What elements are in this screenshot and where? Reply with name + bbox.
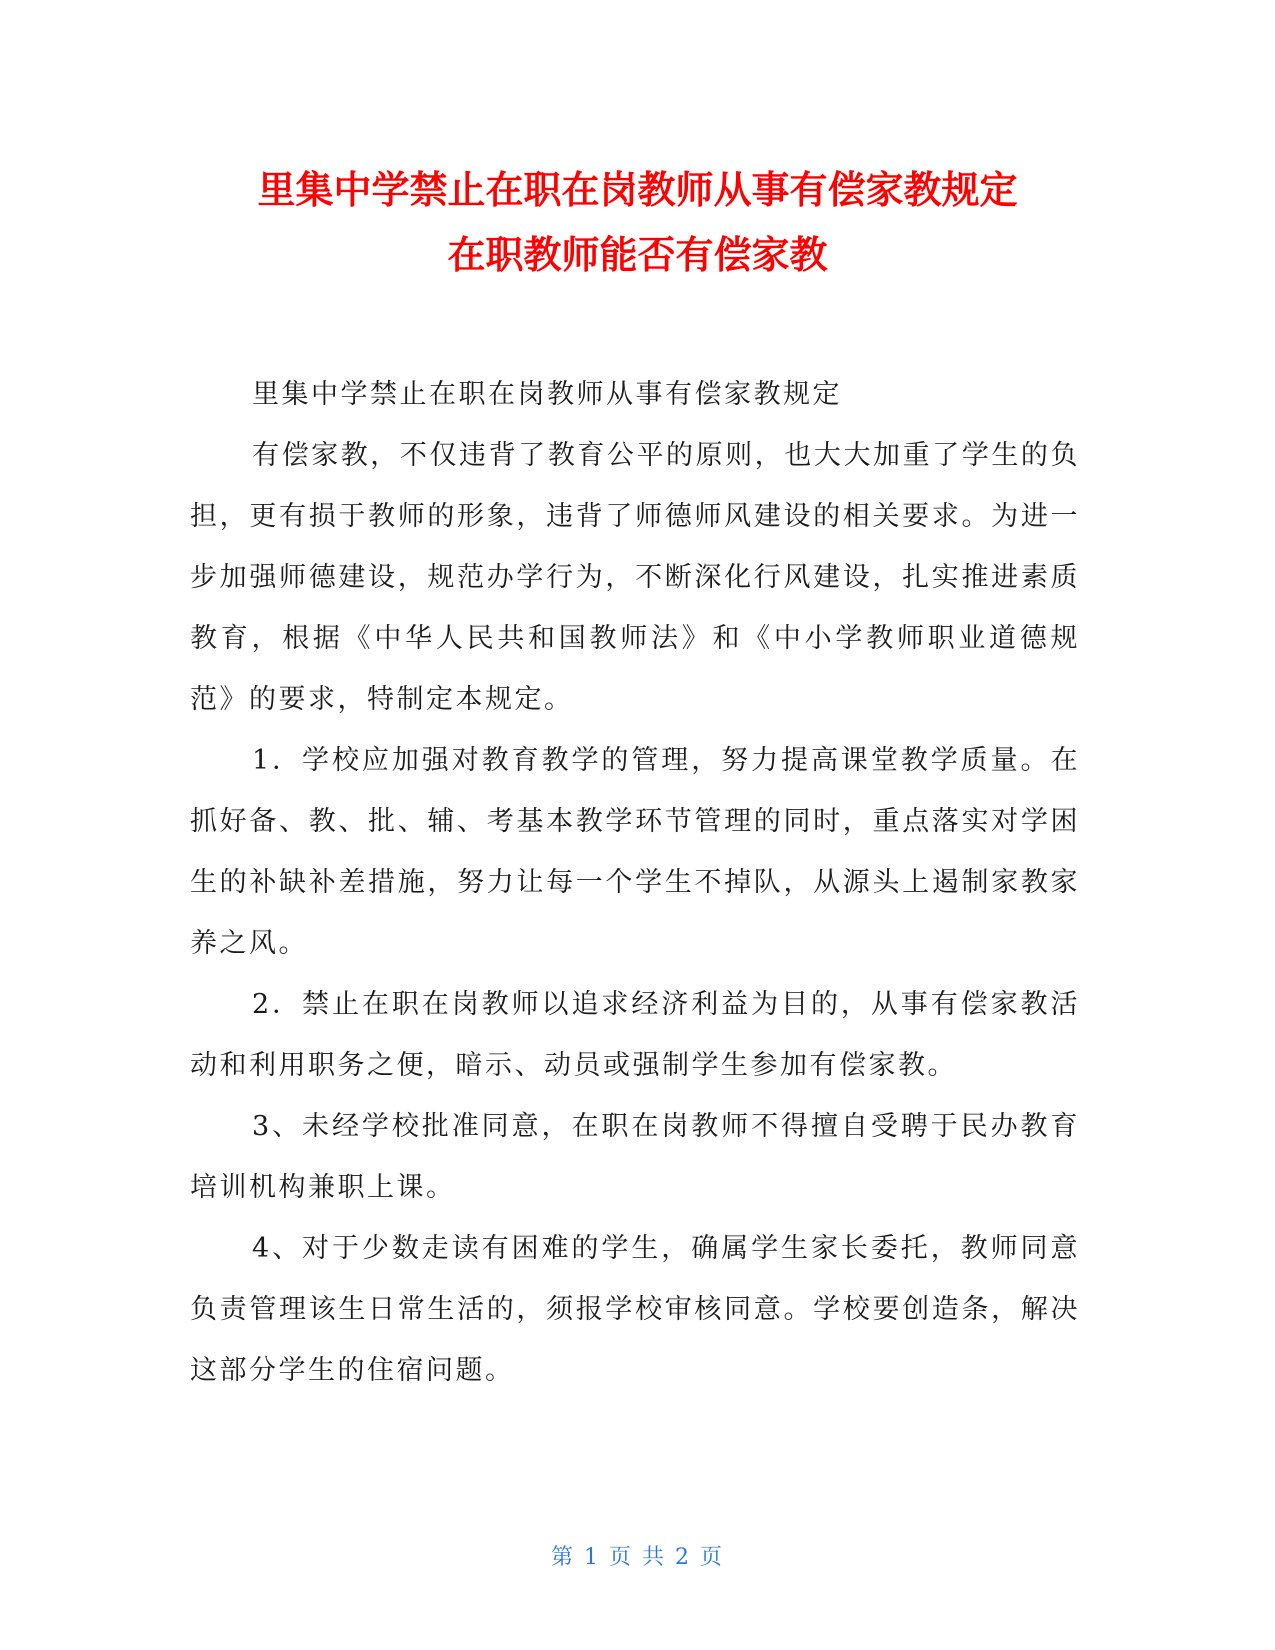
paragraph-rule-2: 2．禁止在职在岗教师以追求经济利益为目的，从事有偿家教活动和利用职务之便，暗示、动员或强制学生参加有偿家教。 xyxy=(190,989,1080,1081)
paragraph-rule-4: 4、对于少数走读有困难的学生，确属学生家长委托，教师同意负责管理该生日常生活的，须报学校审核同意。学校要创造条，解决这部分学生的住宿问题。 xyxy=(190,1233,1080,1386)
paragraph-rule-1: 1．学校应加强对教育教学的管理，努力提高课堂教学质量。在抓好备、教、批、辅、考基本教学环节管理的同时，重点落实对学困生的补缺补差措施，努力让每一个学生不掉队，从源头上遏制家教家养之风。 xyxy=(190,745,1080,959)
paragraph-rule-3: 3、未经学校批准同意，在职在岗教师不得擅自受聘于民办教育培训机构兼职上课。 xyxy=(190,1111,1080,1203)
document-title-line-1: 里集中学禁止在职在岗教师从事有偿家教规定 xyxy=(257,168,1018,212)
document-body xyxy=(190,364,1080,1401)
paragraph-intro: 有偿家教，不仅违背了教育公平的原则，也大大加重了学生的负担，更有损于教师的形象，违背了师德师风建设的相关要求。为进一步加强师德建设，规范办学行为，不断深化行风建设，扎实推进素质教育，根据《中华人民共和国教师法》和《中小学教师职业道德规范》的要求，特制定本规定。 xyxy=(190,440,1080,715)
page-number-footer: 第 1 页 共 2 页 xyxy=(551,1545,724,1570)
document-title-line-2: 在职教师能否有偿家教 xyxy=(447,233,828,277)
paragraph-heading: 里集中学禁止在职在岗教师从事有偿家教规定 xyxy=(252,379,842,410)
